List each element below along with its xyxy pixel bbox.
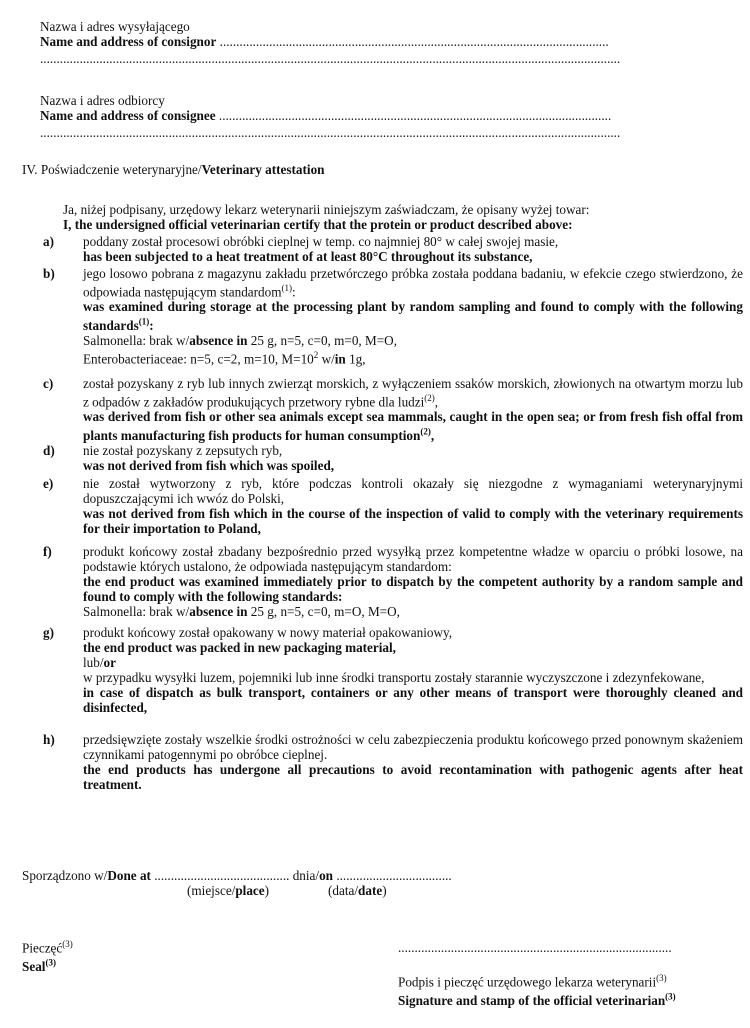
item-d-en: was not derived from fish which was spoiled, [83, 458, 335, 473]
item-label: h) [43, 732, 55, 747]
consignor-block [40, 19, 620, 66]
seal-en: Seal$^{(3)}$ [22, 957, 56, 974]
item-h [43, 732, 743, 792]
signature-block [398, 971, 676, 1008]
item-d [43, 443, 743, 473]
item-label: c) [43, 376, 54, 391]
consignee-block [40, 93, 620, 140]
seal-pl: Pieczęć$^{(3)}$ [22, 939, 73, 956]
signature-en: Signature and stamp of the official veterinarian$^{(3)}$ [398, 991, 676, 1008]
item-g [43, 625, 743, 715]
consignee-label-pl: Nazwa i adres odbiorcy [40, 93, 165, 108]
item-label: e) [43, 476, 54, 491]
item-e-pl: nie został wytworzony z ryb, które podczas kontroli okazały się niezgodne z wymaganiami weterynaryjnymi dopuszczającymi ich wwóz do Polski, [83, 476, 743, 506]
item-c-en: was derived from fish or other sea animals except sea mammals, caught in the open sea; or from fresh fish offal from plants manufacturing fish products for human consumption$^{(2)}$, [83, 409, 743, 443]
intro-en: I, the undersigned official veterinarian certify that the protein or product described above: [63, 217, 573, 232]
signature-pl: Podpis i pieczęć urzędowego lekarza weterynarii$^{(3)}$ [398, 973, 667, 990]
section-title-pl: Poświadczenie weterynaryjne/ [40, 162, 202, 177]
item-f [43, 544, 743, 619]
item-g-pl2: w przypadku wysyłki luzem, pojemniki lub inne środki transportu zostały starannie wyczyszczone i zdezynfekowane, [83, 670, 705, 685]
item-label: d) [43, 443, 55, 458]
consignor-dotted-line: ................................................................................................................................................................................ [40, 51, 621, 66]
item-a-en: has been subjected to a heat treatment of at least 80°C throughout its substance, [83, 249, 533, 264]
item-b-salmonella: Salmonella: brak w/absence in 25 g, n=5, c=0, m=0, M=O, [83, 332, 398, 348]
place-caption: (miejsce/place) [187, 883, 270, 898]
item-c [43, 376, 743, 443]
done-at-line: Sporządzono w/Done at ......................................... dnia/on ................................... [22, 868, 452, 883]
item-label: a) [43, 234, 54, 249]
item-b [43, 266, 743, 366]
item-e-en: was not derived from fish which in the course of the inspection of valid to comply with the veterinary requirements for their importation to Poland, [83, 506, 743, 536]
seal-block [22, 937, 73, 974]
item-f-pl: produkt końcowy został zbadany bezpośrednio przed wysyłką przez kompetentne władze w oparciu o próbki losowe, na podstawie których ustalono, że odpowiada następującym standardom: [83, 544, 743, 574]
item-g-or: lub/or [83, 655, 116, 670]
item-g-pl: produkt końcowy został opakowany w nowy materiał opakowaniowy, [83, 625, 453, 640]
intro-pl: Ja, niżej podpisany, urzędowy lekarz weterynarii niniejszym zaświadczam, że opisany wyżej towar: [63, 202, 590, 217]
item-d-pl: nie został pozyskany z zepsutych ryb, [83, 443, 283, 458]
item-f-salmonella: Salmonella: brak w/absence in 25 g, n=5, c=0, m=O, M=O, [83, 604, 400, 619]
item-g-en2: in case of dispatch as bulk transport, containers or any other means of transport were thoroughly cleaned and disinfected, [83, 685, 743, 715]
item-label: b) [43, 266, 55, 281]
item-b-enterobacteriaceae: Enterobacteriaceae: n=5, c=2, m=10, $M=10^2$ w/in 1g, [83, 349, 366, 367]
item-b-pl: jego losowo pobrana z magazynu zakładu przetwórczego próbka została poddana badaniu, w efekcie czego stwierdzono, że odpowiada następującym standardom$^{(1)}$: [83, 266, 743, 300]
consignor-label-en: Name and address of consignor ...................................................................................................................... [40, 34, 609, 49]
intro [63, 202, 750, 232]
item-label: g) [43, 625, 54, 640]
section-title-en: Veterinary attestation [201, 162, 325, 177]
consignee-dotted-line: ................................................................................................................................................................................ [40, 125, 621, 140]
date-caption: (data/date) [328, 883, 387, 898]
item-f-en: the end product was examined immediately prior to dispatch by the competent authority by a random sample and found to comply with the following standards: [83, 574, 743, 604]
item-g-en: the end product was packed in new packaging material, [83, 640, 396, 655]
item-b-en: was examined during storage at the processing plant by random sampling and found to comply with the following standards$^{(1)}$: [83, 299, 743, 333]
item-e [43, 476, 743, 536]
section-heading [22, 162, 325, 177]
item-h-en: the end products has undergone all precautions to avoid recontamination with pathogenic agents after heat treatment. [83, 762, 743, 792]
item-a-pl: poddany został procesowi obróbki cieplnej w temp. co najmniej 80° w całej swojej masie, [83, 234, 559, 249]
consignee-label-en: Name and address of consignee ....................................................................................................................... [40, 108, 612, 123]
item-h-pl: przedsięwzięte zostały wszelkie środki ostrożności w celu zabezpieczenia produktu końcowego przed ponownym skażeniem czynnikami patogennymi po obróbce cieplnej. [83, 732, 743, 762]
signature-dotted-line: ................................................................................... [398, 940, 672, 955]
item-label: f) [43, 544, 52, 559]
item-c-pl: został pozyskany z ryb lub innych zwierząt morskich, z wyłączeniem ssaków morskich, złowionych na otwartym morzu lub z odpadów z zakładów produkujących przetwory rybne dla ludzi$^{(2)}$, [83, 376, 743, 410]
item-a [43, 234, 743, 264]
consignor-label-pl: Nazwa i adres wysyłającego [40, 19, 190, 34]
section-number: IV. [22, 162, 38, 177]
